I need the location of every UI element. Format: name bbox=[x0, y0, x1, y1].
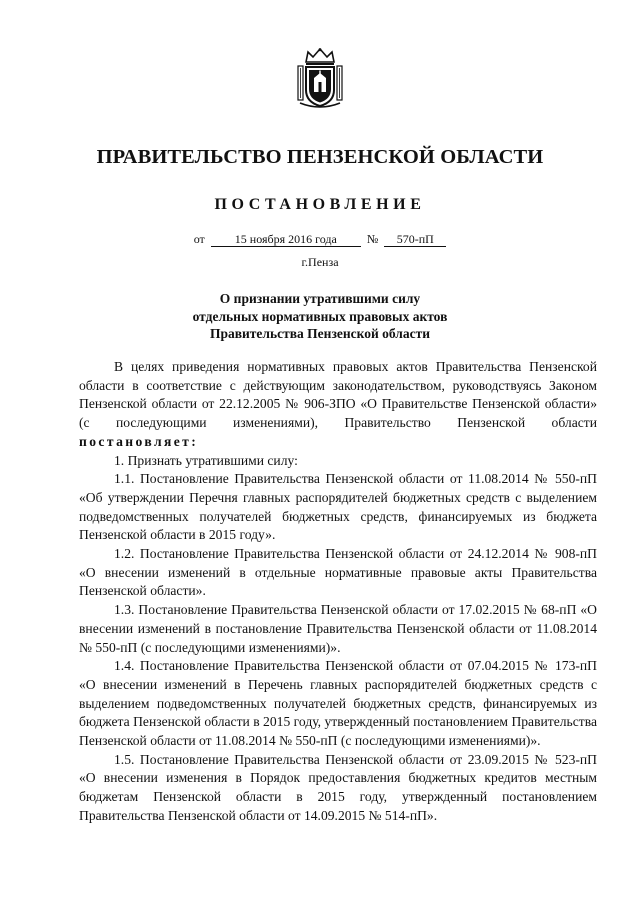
date-number-row bbox=[0, 232, 640, 247]
subject-line: О признании утратившими силу bbox=[219, 291, 421, 306]
decree-word: постановляет: bbox=[79, 433, 199, 449]
preamble-text: В целях приведения нормативных правовых актов Правительства Пензенской области в соответствие с действующим законодательством, руководствуясь Законом Пензенской области от 22.12.2005 № 906-ЗПО «О Правительстве Пензенской области» (с последующими изменениями), Правительство Пензенской области bbox=[79, 359, 597, 431]
document-number: 570-пП bbox=[384, 232, 446, 247]
document-type-heading: ПОСТАНОВЛЕНИЕ bbox=[214, 196, 426, 213]
document-date: 15 ноября 2016 года bbox=[211, 232, 361, 247]
document-subject bbox=[0, 290, 640, 343]
item-paragraph: 1.2. Постановление Правительства Пензенской области от 24.12.2014 № 908-пП «О внесении изменений в отдельные нормативные правовые акты Правительства Пензенской области». bbox=[79, 546, 597, 599]
number-prefix: № bbox=[366, 232, 379, 246]
subject-line: Правительства Пензенской области bbox=[209, 326, 431, 341]
date-prefix: от bbox=[193, 232, 205, 246]
item-paragraph: 1.1. Постановление Правительства Пензенской области от 11.08.2014 № 550-пП «Об утверждении Перечня главных распорядителей бюджетных средств с выделением подведомственных получателей бюджетных средств, финансируемых из бюджета Пензенской области в 2015 году». bbox=[79, 471, 597, 543]
government-title: ПРАВИТЕЛЬСТВО ПЕНЗЕНСКОЙ ОБЛАСТИ bbox=[96, 146, 544, 168]
item-paragraph: 1.5. Постановление Правительства Пензенской области от 23.09.2015 № 523-пП «О внесении изменения в Порядок предоставления бюджетных кредитов местным бюджетам Пензенской области в 2015 году, утвержденный постановлением Правительства Пензенской области от 14.09.2015 № 514-пП». bbox=[79, 751, 597, 823]
item-paragraph: 1.4. Постановление Правительства Пензенской области от 07.04.2015 № 173-пП «О внесении изменений в Перечень главных распорядителей бюджетных средств с выделением подведомственных получателей бюджетных средств, финансируемых из бюджета Пензенской области в 2015 году, утвержденный постановлением Правительства Пензенской области от 11.08.2014 № 550-пП (с последующими изменениями)». bbox=[79, 658, 597, 749]
preamble-paragraph bbox=[79, 358, 597, 452]
subject-line: отдельных нормативных правовых актов bbox=[192, 308, 448, 324]
item-paragraph: 1.3. Постановление Правительства Пензенской области от 17.02.2015 № 68-пП «О внесении изменений в постановление Правительства Пензенской области от 11.08.2014 № 550-пП (с последующими изменениями)». bbox=[79, 602, 597, 655]
item-paragraph: 1. Признать утратившими силу: bbox=[114, 452, 298, 468]
document-body bbox=[79, 358, 597, 826]
city-name: г.Пенза bbox=[301, 255, 339, 269]
penza-coat-of-arms-icon bbox=[296, 48, 344, 110]
